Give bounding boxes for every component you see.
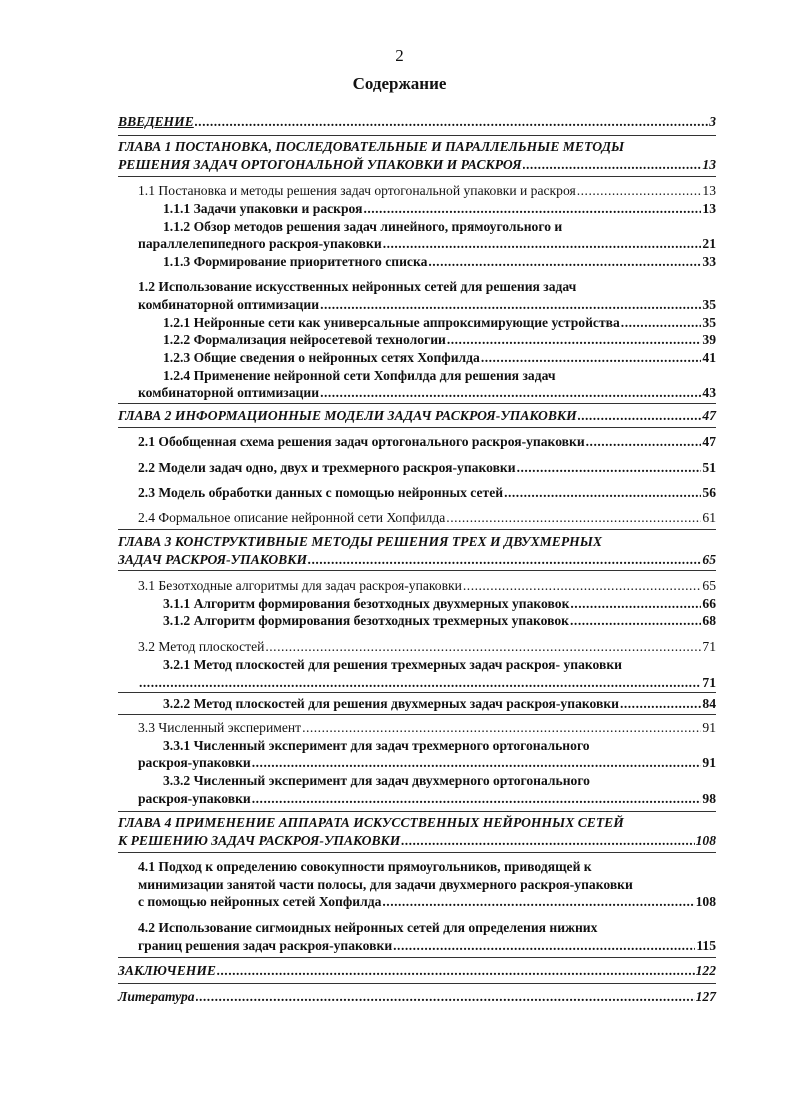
toc-entry-page: 122 xyxy=(695,963,716,978)
toc-entry-3-3-1[interactable] xyxy=(138,755,716,771)
toc-entry-page: 41 xyxy=(702,350,716,365)
toc-entry-4-1-line2[interactable] xyxy=(138,877,716,893)
divider xyxy=(118,811,716,812)
toc-entry-1-1-1[interactable] xyxy=(163,201,716,217)
toc-entry-title: комбинаторной оптимизации xyxy=(138,297,320,312)
toc-entry-title: минимизации занятой части полосы, для задачи двухмерного раскроя-упаковки xyxy=(138,877,633,892)
toc-entry-chapter4-line1[interactable] xyxy=(118,815,716,831)
toc-entry-page: 115 xyxy=(696,938,716,953)
toc-entry-title: ГЛАВА 4 ПРИМЕНЕНИЕ АППАРАТА ИСКУССТВЕННЫХ НЕЙРОННЫХ СЕТЕЙ xyxy=(118,815,624,830)
toc-entry-1-1-2[interactable] xyxy=(138,236,716,252)
toc-entry-3-1-1[interactable] xyxy=(163,596,716,612)
toc-entry-2-1[interactable] xyxy=(138,434,716,450)
toc-entry-page: 61 xyxy=(702,510,716,525)
toc-entry-page: 108 xyxy=(695,894,716,909)
toc-entry-1-2-3[interactable] xyxy=(163,350,716,366)
page-number: 2 xyxy=(395,46,404,65)
toc-entry-title: 3.2 Метод плоскостей xyxy=(138,639,265,654)
toc-entry-2-4[interactable] xyxy=(138,510,716,526)
toc-entry-1-2-4[interactable] xyxy=(138,385,716,401)
toc-entry-4-1[interactable] xyxy=(138,894,716,910)
toc-entry-introduction[interactable] xyxy=(118,114,716,130)
toc-entry-title: 1.2 Использование искусственных нейронных сетей для решения задач xyxy=(138,279,577,294)
toc-entry-3-3-1-line1[interactable] xyxy=(163,738,716,754)
toc-entry-page: 47 xyxy=(702,434,716,449)
toc-entry-chapter1-line1[interactable] xyxy=(118,139,716,155)
page-title: Содержание xyxy=(352,74,447,93)
toc-entry-title: Литература xyxy=(118,989,195,1004)
toc-entry-page: 3 xyxy=(709,114,716,129)
toc-entry-page: 35 xyxy=(702,297,716,312)
toc-entry-title: ЗАКЛЮЧЕНИЕ xyxy=(118,963,216,978)
toc-entry-page: 43 xyxy=(702,385,716,400)
toc-entry-title: 1.1 Постановка и методы решения задач ортогональной упаковки и раскроя xyxy=(138,183,576,198)
toc-entry-page: 13 xyxy=(702,157,716,172)
toc-entry-title: 2.1 Обобщенная схема решения задач ортогонального раскроя-упаковки xyxy=(138,434,585,449)
toc-entry-chapter4[interactable] xyxy=(118,833,716,849)
toc-entry-title: 2.2 Модели задач одно, двух и трехмерного раскроя-упаковки xyxy=(138,460,516,475)
toc-entry-page: 65 xyxy=(702,578,716,593)
toc-entry-title: ГЛАВА 1 ПОСТАНОВКА, ПОСЛЕДОВАТЕЛЬНЫЕ И ПАРАЛЛЕЛЬНЫЕ МЕТОДЫ xyxy=(118,139,625,154)
toc-entry-4-2[interactable] xyxy=(138,938,716,954)
toc-entry-title: 3.2.1 Метод плоскостей для решения трехмерных задач раскроя- упаковки xyxy=(163,657,622,672)
toc-entry-title: 1.1.2 Обзор методов решения задач линейного, прямоугольного и xyxy=(163,219,563,234)
toc-entry-3-2-2[interactable] xyxy=(163,696,716,712)
toc-entry-3-3-2[interactable] xyxy=(138,791,716,807)
toc-entry-title: с помощью нейронных сетей Хопфилда xyxy=(138,894,382,909)
divider xyxy=(118,135,716,136)
toc-entry-title: параллелепипедного раскроя-упаковки xyxy=(138,236,382,251)
toc-entry-4-1-line1[interactable] xyxy=(138,859,716,875)
toc-entry-page: 33 xyxy=(702,254,716,269)
toc-entry-title: 3.1 Безотходные алгоритмы для задач раскроя-упаковки xyxy=(138,578,462,593)
toc-entry-page: 91 xyxy=(702,720,716,735)
toc-entry-title: 2.4 Формальное описание нейронной сети Хопфилда xyxy=(138,510,446,525)
toc-entry-chapter3-line1[interactable] xyxy=(118,534,716,550)
toc-entry-title: 1.2.2 Формализация нейросетевой технологии xyxy=(163,332,446,347)
toc-entry-title: ГЛАВА 2 ИНФОРМАЦИОННЫЕ МОДЕЛИ ЗАДАЧ РАСКРОЯ-УПАКОВКИ xyxy=(118,408,577,423)
toc-entry-chapter2[interactable] xyxy=(118,408,716,424)
toc-entry-1-1-3[interactable] xyxy=(163,254,716,270)
toc-entry-page: 39 xyxy=(702,332,716,347)
toc-entry-page: 127 xyxy=(695,989,716,1004)
divider xyxy=(118,957,716,958)
toc-entry-page: 98 xyxy=(702,791,716,806)
toc-entry-page: 65 xyxy=(702,552,716,567)
toc-entry-3-1-2[interactable] xyxy=(163,613,716,629)
toc-entry-page: 108 xyxy=(695,833,716,848)
divider xyxy=(118,852,716,853)
toc-entry-chapter3[interactable] xyxy=(118,552,716,568)
toc-entry-1-2-1[interactable] xyxy=(163,315,716,331)
toc-entry-title: 1.2.1 Нейронные сети как универсальные аппроксимирующие устройства xyxy=(163,315,620,330)
divider xyxy=(118,403,716,404)
toc-entry-1-2-4-line1[interactable] xyxy=(163,368,716,384)
toc-entry-3-2[interactable] xyxy=(138,639,716,655)
toc-entry-title: ЗАДАЧ РАСКРОЯ-УПАКОВКИ xyxy=(118,552,308,567)
toc-entry-page: 56 xyxy=(702,485,716,500)
toc-entry-1-1[interactable] xyxy=(138,183,716,199)
divider xyxy=(118,176,716,177)
toc-entry-page: 71 xyxy=(702,639,716,654)
toc-entry-page: 21 xyxy=(702,236,716,251)
toc-entry-title: 1.1.3 Формирование приоритетного списка xyxy=(163,254,428,269)
toc-entry-page: 13 xyxy=(702,201,716,216)
toc-entry-title: ВВЕДЕНИЕ xyxy=(118,114,194,129)
toc-entry-3-1[interactable] xyxy=(138,578,716,594)
toc-entry-title: раскроя-упаковки xyxy=(138,791,251,806)
divider xyxy=(118,692,716,693)
toc-entry-title: 4.1 Подход к определению совокупности прямоугольников, приводящей к xyxy=(138,859,592,874)
toc-entry-title: РЕШЕНИЯ ЗАДАЧ ОРТОГОНАЛЬНОЙ УПАКОВКИ И РАСКРОЯ xyxy=(118,157,522,172)
toc-entry-title: 1.2.4 Применение нейронной сети Хопфилда для решения задач xyxy=(163,368,556,383)
toc-entry-1-1-2-line1[interactable] xyxy=(163,219,716,235)
toc-entry-title: 1.1.1 Задачи упаковки и раскроя xyxy=(163,201,363,216)
toc-entry-title: 1.2.3 Общие сведения о нейронных сетях Хопфилда xyxy=(163,350,480,365)
toc-entry-title: комбинаторной оптимизации xyxy=(138,385,320,400)
toc-entry-page: 84 xyxy=(702,696,716,711)
divider xyxy=(118,983,716,984)
toc-entry-title: 3.1.1 Алгоритм формирования безотходных двухмерных упаковок xyxy=(163,596,570,611)
divider xyxy=(118,570,716,571)
toc-entry-title: 3.3.1 Численный эксперимент для задач трехмерного ортогонального xyxy=(163,738,590,753)
toc-entry-title: 4.2 Использование сигмоидных нейронных сетей для определения нижних xyxy=(138,920,598,935)
toc-entry-2-2[interactable] xyxy=(138,460,716,476)
toc-entry-literature[interactable] xyxy=(118,989,716,1005)
toc-entry-title: К РЕШЕНИЮ ЗАДАЧ РАСКРОЯ-УПАКОВКИ xyxy=(118,833,401,848)
toc-entry-3-2-1-line1[interactable] xyxy=(163,657,716,673)
toc-entry-page: 35 xyxy=(702,315,716,330)
toc-entry-title: раскроя-упаковки xyxy=(138,755,251,770)
toc-entry-2-3[interactable] xyxy=(138,485,716,501)
toc-entry-3-2-1[interactable] xyxy=(138,675,716,691)
toc-entry-page: 47 xyxy=(702,408,716,423)
toc-entry-1-2-line1[interactable] xyxy=(138,279,716,295)
toc-entry-page: 91 xyxy=(702,755,716,770)
toc-entry-page: 13 xyxy=(702,183,716,198)
toc-entry-page: 71 xyxy=(702,675,716,690)
toc-entry-page: 51 xyxy=(702,460,716,475)
divider xyxy=(118,427,716,428)
toc-entry-title: ГЛАВА 3 КОНСТРУКТИВНЫЕ МЕТОДЫ РЕШЕНИЯ ТРЕХ И ДВУХМЕРНЫХ xyxy=(118,534,602,549)
toc-entry-title: 3.2.2 Метод плоскостей для решения двухмерных задач раскроя-упаковки xyxy=(163,696,619,711)
toc-entry-3-3[interactable] xyxy=(138,720,716,736)
toc-entry-title: 3.1.2 Алгоритм формирования безотходных трехмерных упаковок xyxy=(163,613,570,628)
toc-entry-3-3-2-line1[interactable] xyxy=(163,773,716,789)
toc-entry-title: 3.3.2 Численный эксперимент для задач двухмерного ортогонального xyxy=(163,773,590,788)
toc-entry-title: границ решения задач раскроя-упаковки xyxy=(138,938,393,953)
divider xyxy=(118,714,716,715)
toc-entry-title: 3.3 Численный эксперимент xyxy=(138,720,302,735)
toc-entry-page: 68 xyxy=(702,613,716,628)
toc-entry-title: 2.3 Модель обработки данных с помощью нейронных сетей xyxy=(138,485,504,500)
divider xyxy=(118,529,716,530)
toc-entry-conclusion[interactable] xyxy=(118,963,716,979)
toc-entry-1-2[interactable] xyxy=(138,297,716,313)
toc-entry-chapter1[interactable] xyxy=(118,157,716,173)
toc-entry-1-2-2[interactable] xyxy=(163,332,716,348)
toc-entry-page: 66 xyxy=(702,596,716,611)
toc-entry-4-2-line1[interactable] xyxy=(138,920,716,936)
